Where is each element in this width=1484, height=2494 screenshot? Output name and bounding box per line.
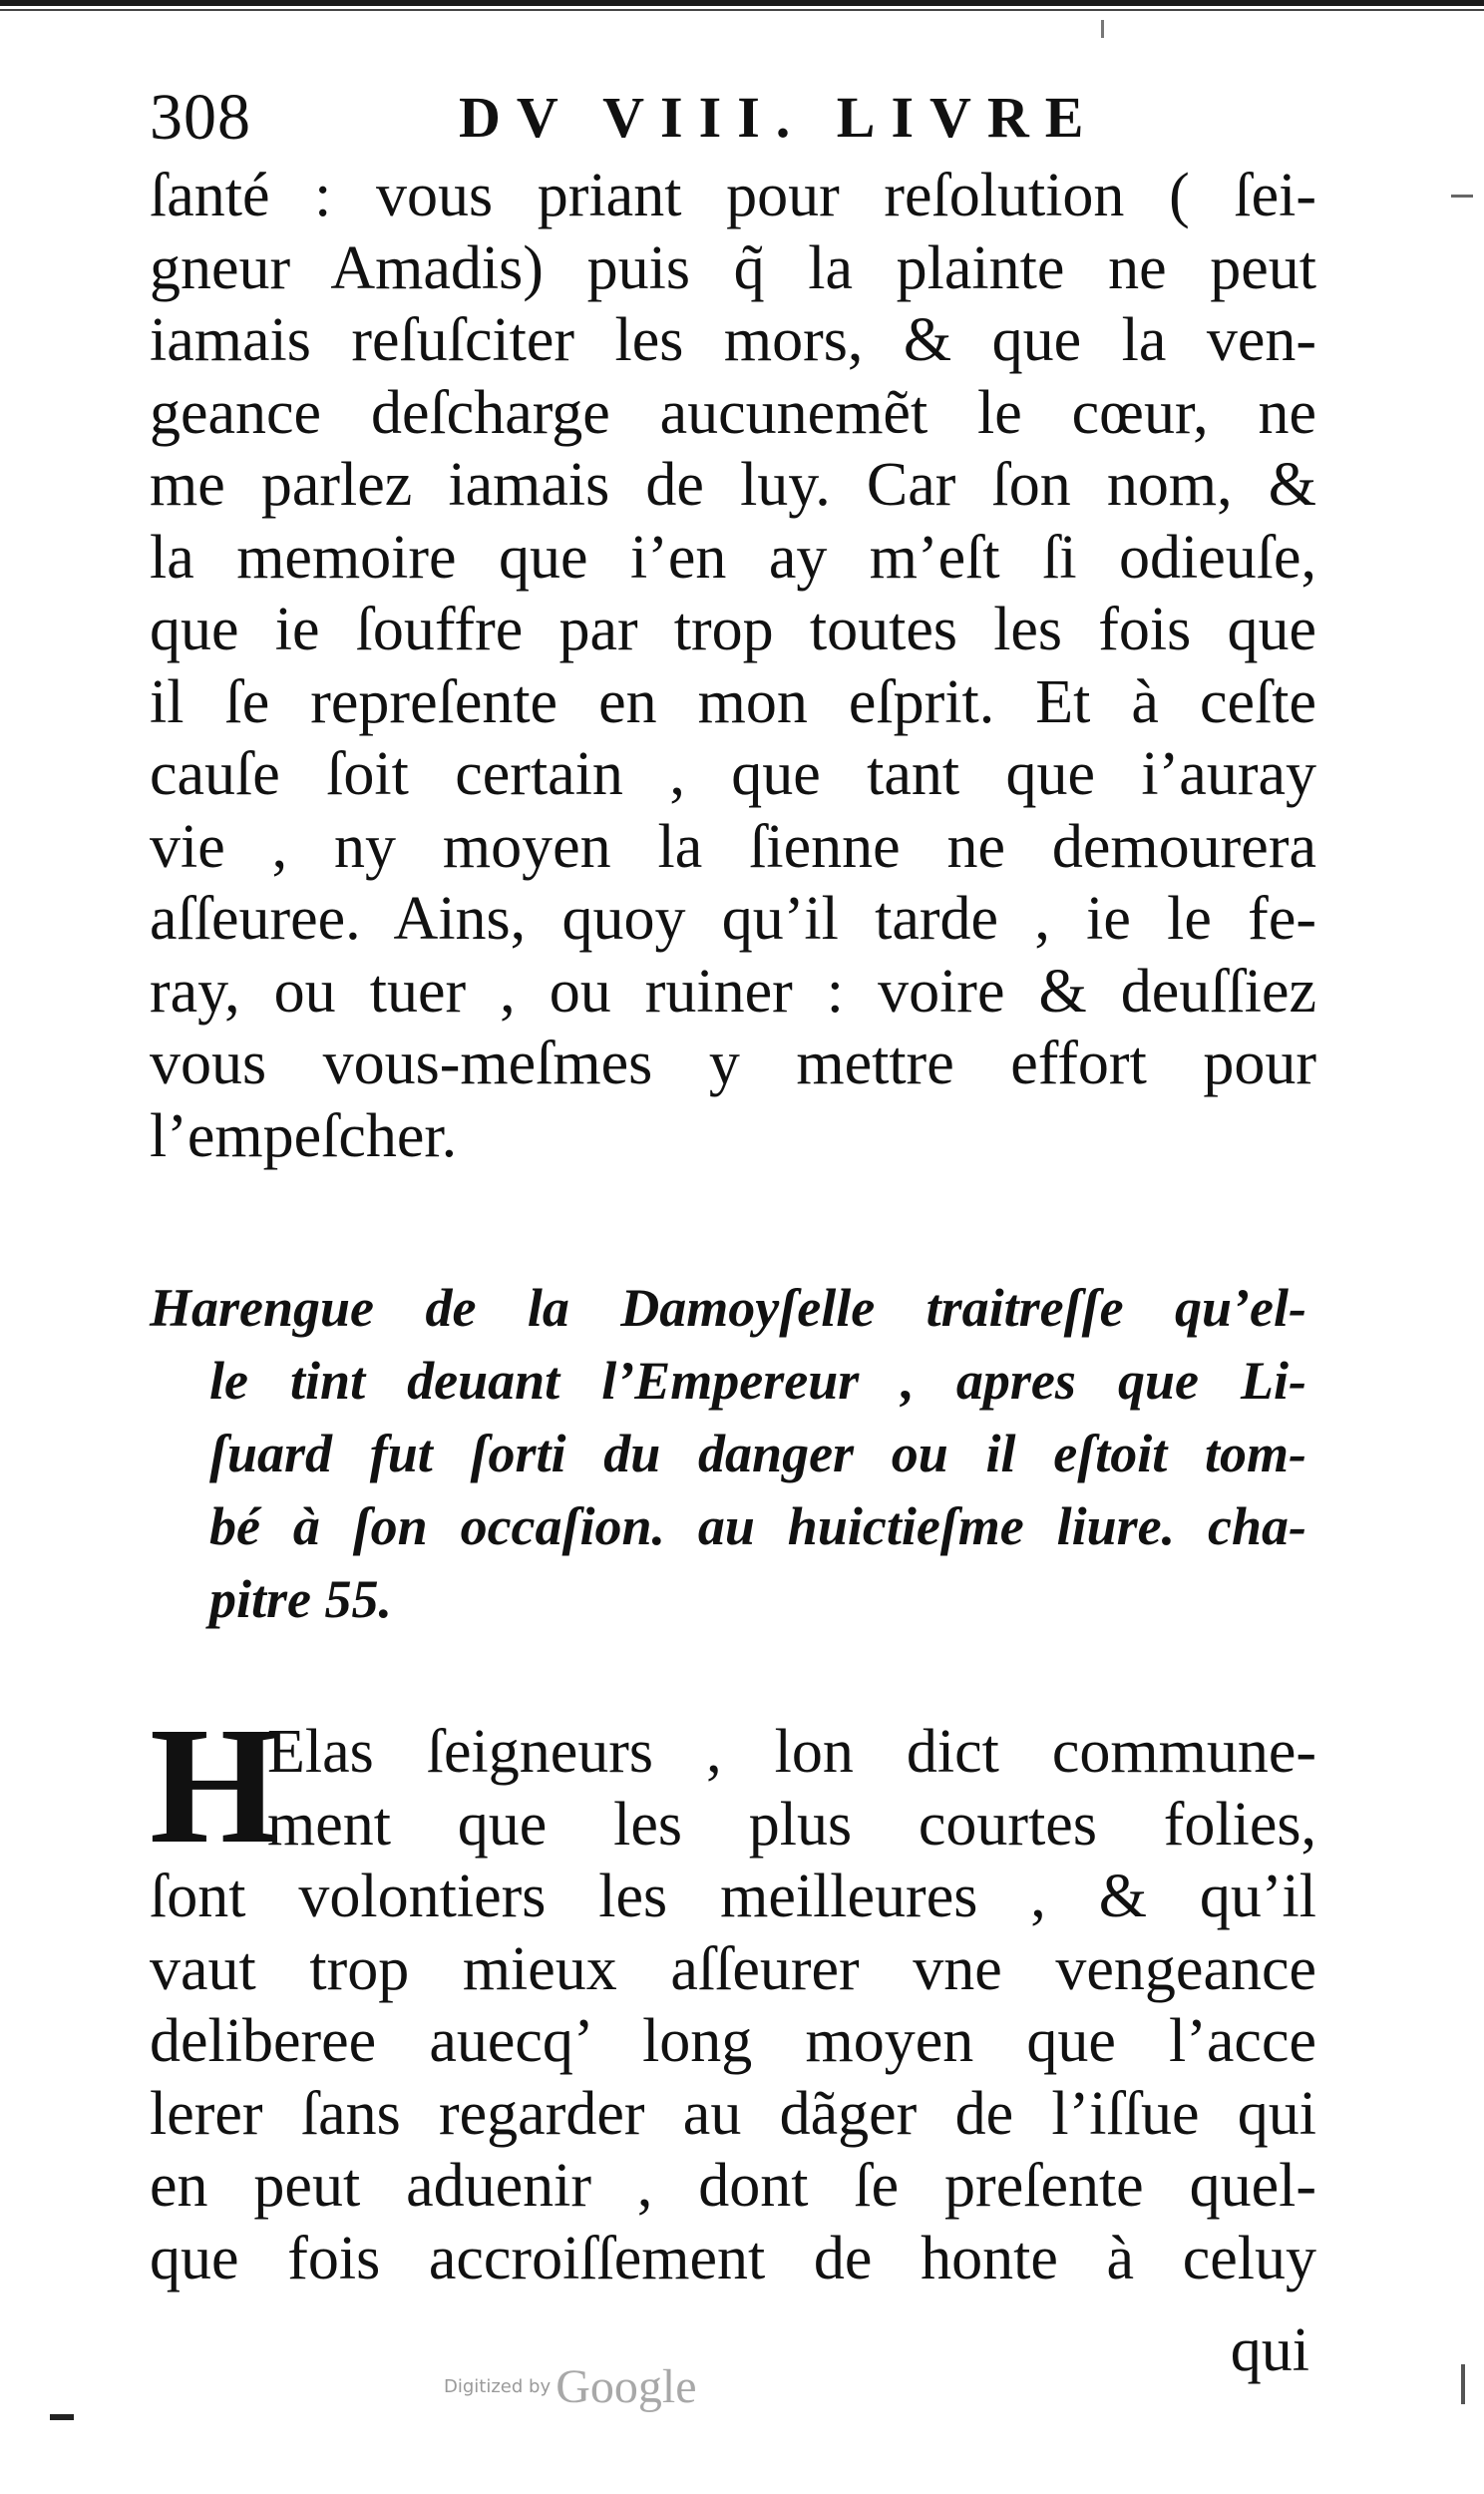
heading-line: bé à ſon occaſion. au huictieſme liure. cha- [209, 1496, 1306, 1556]
paragraph-continuation [150, 160, 1316, 1172]
text-line: vous vous-meſmes y mettre effort pour [150, 1030, 1316, 1097]
text-line: l’empeſcher. [150, 1101, 458, 1170]
chapter-heading [150, 1272, 1306, 1636]
heading-line: ſuard fut ſorti du danger ou il eſtoit tom- [209, 1424, 1306, 1483]
brand-logo: Google [556, 2360, 697, 2413]
text-line: ment que les plus courtes folies, [267, 1790, 1316, 1859]
page-header [150, 78, 1297, 158]
text-line: gneur Amadis) puis q̃ la plainte ne peut [150, 233, 1316, 302]
ink-speck [50, 2414, 74, 2420]
digitized-watermark [444, 2359, 697, 2414]
text-line: lerer ſans regarder au dãger de l’iſſue qui [150, 2079, 1316, 2148]
ink-speck [1451, 195, 1473, 198]
text-line: iamais reſuſciter les mors, & que la ven- [150, 306, 1316, 374]
text-line: que fois accroiſſement de honte à celuy [150, 2224, 1316, 2292]
text-line: en peut aduenir , dont ſe preſente quel- [150, 2152, 1316, 2220]
text-line: me parlez iamais de luy. Car ſon nom, & [150, 451, 1316, 519]
text-line: deliberee auecq’ long moyen que l’acce [150, 2007, 1316, 2075]
ink-speck [1101, 20, 1104, 38]
heading-line: pitre 55. [209, 1569, 392, 1629]
text-line: vaut trop mieux aſſeurer vne vengeance [150, 1934, 1316, 2003]
digitized-label: Digitized by [444, 2376, 552, 2397]
ink-speck [1461, 2364, 1465, 2404]
text-line: Elas ſeigneurs , lon dict commune- [267, 1718, 1316, 1786]
text-line: la memoire que i’en ay m’eſt ſi odieuſe, [150, 523, 1316, 592]
text-line: cauſe ſoit certain , que tant que i’auray [150, 740, 1316, 808]
text-line: il ſe repreſente en mon eſprit. Et à ceſte [150, 667, 1316, 736]
text-line: que ie ſouffre par trop toutes les fois que [150, 596, 1316, 663]
text-line: ſont volontiers les meilleures , & qu’il [150, 1863, 1316, 1930]
drop-capital: H [150, 1693, 280, 1878]
text-line: vie , ny moyen la ſienne ne demourera [150, 812, 1316, 881]
text-line: aſſeuree. Ains, quoy qu’il tarde , ie le fe- [150, 885, 1316, 953]
text-line: ray, ou tuer , ou ruiner : voire & deuſſiez [150, 957, 1316, 1026]
page-number: 308 [150, 81, 251, 154]
heading-line: le tint deuant l’Empereur , apres que Li- [209, 1351, 1306, 1411]
speech-paragraph [150, 1716, 1316, 2294]
text-line: geance deſcharge aucunemẽt le cœur, ne [150, 378, 1316, 447]
heading-line: Harengue de la Damoyſelle traitreſſe qu’el- [150, 1278, 1306, 1338]
page-top-edge [0, 0, 1484, 16]
running-head: DV VIII. LIVRE [459, 85, 1100, 150]
catchword: qui [1230, 2316, 1309, 2384]
text-line: ſanté : vous priant pour reſolution ( ſei- [150, 162, 1316, 229]
